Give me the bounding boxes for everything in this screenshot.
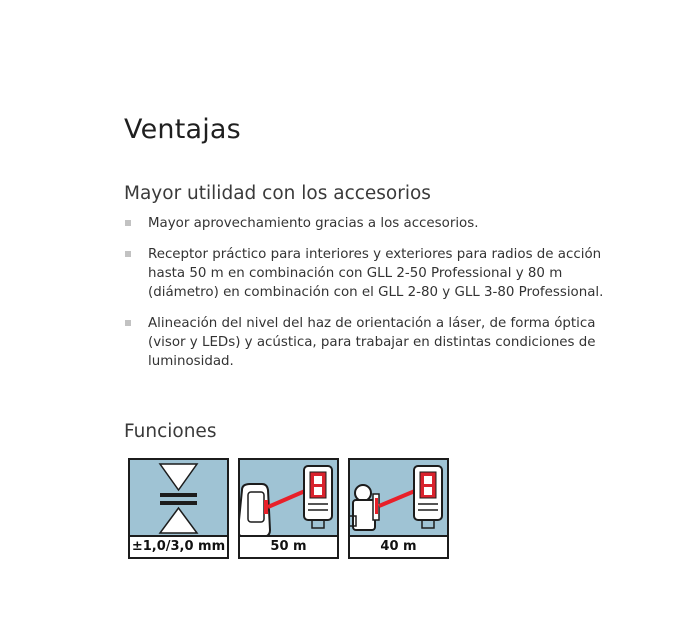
icon-caption: ±1,0/3,0 mm (130, 535, 227, 557)
list-item-text: Mayor aprovechamiento gracias a los accesorios. (148, 216, 479, 231)
range-50m-icon (238, 458, 339, 559)
precision-level-graphic (130, 460, 227, 537)
functions-heading: Funciones (124, 421, 217, 442)
icon-caption: 40 m (350, 535, 447, 557)
list-item (124, 314, 614, 371)
advantages-list (124, 214, 614, 383)
page-title: Ventajas (124, 114, 241, 145)
precision-level-icon (128, 458, 229, 559)
list-item-text: Alineación del nivel del haz de orientación a láser, de forma óptica (visor y LEDs) y acústica, para trabajar en distintas condiciones de luminosidad. (148, 316, 596, 369)
list-item (124, 214, 614, 233)
main-content (124, 110, 624, 442)
list-item (124, 245, 614, 302)
icon-caption: 50 m (240, 535, 337, 557)
bullet-square-icon (125, 320, 131, 326)
range-40m-graphic (350, 460, 447, 537)
function-icons (128, 458, 450, 558)
range-50m-graphic (240, 460, 337, 537)
bullet-square-icon (125, 220, 131, 226)
range-40m-icon (348, 458, 449, 559)
advantages-heading: Mayor utilidad con los accesorios (124, 183, 431, 204)
list-item-text: Receptor práctico para interiores y exteriores para radios de acción hasta 50 m en combinación con GLL 2-50 Professional y 80 m (diámetro) en combinación con el GLL 2-80 y GLL 3-80 Professional. (148, 247, 604, 300)
bullet-square-icon (125, 251, 131, 257)
